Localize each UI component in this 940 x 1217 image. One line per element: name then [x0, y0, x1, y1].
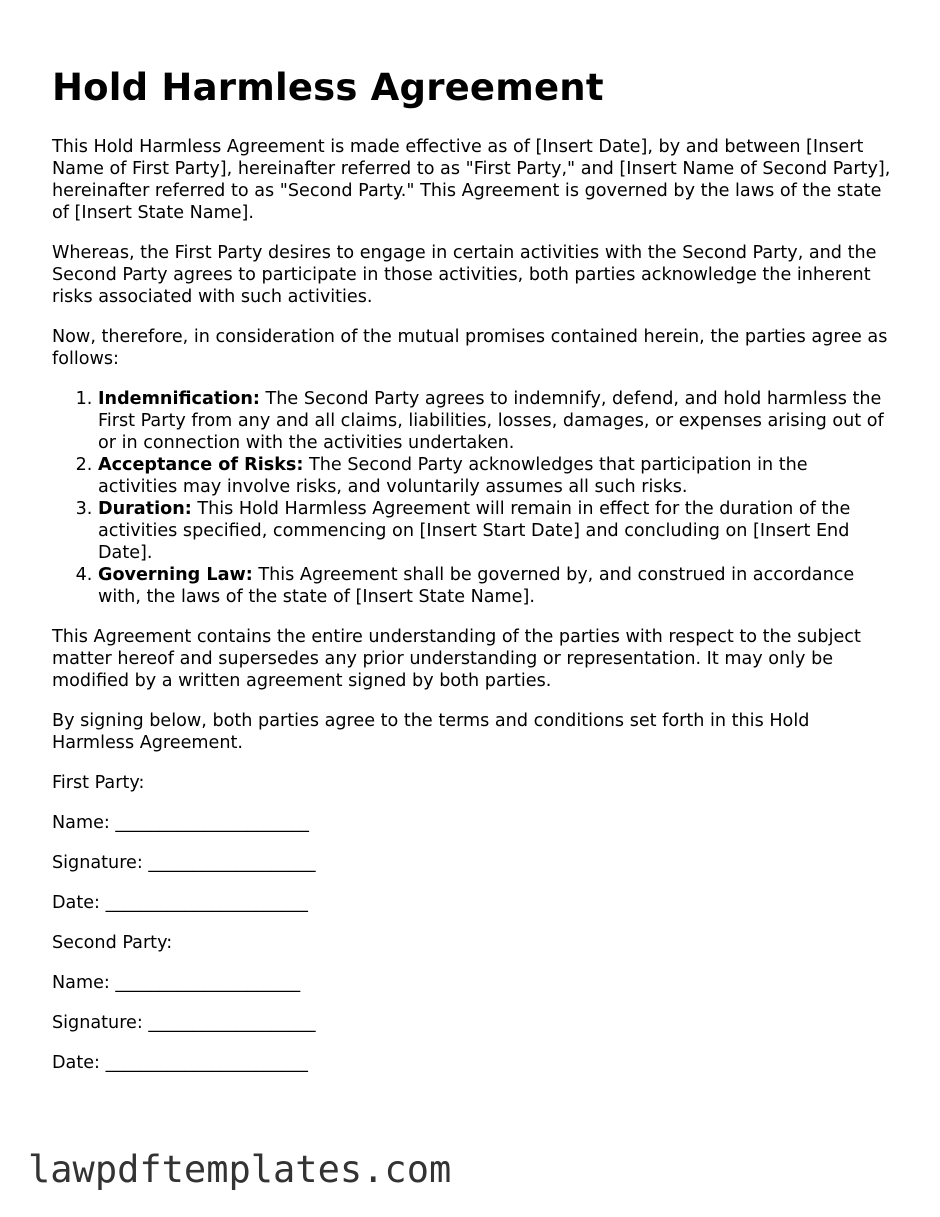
first-party-signature-block — [52, 772, 892, 914]
clause-term: Duration: — [98, 499, 192, 519]
watermark-text: lawpdftemplates.com — [28, 1148, 452, 1191]
clause-text: The Second Party acknowledges that participation in the activities may involve risks, and voluntarily assumes all such risks. — [98, 455, 808, 497]
clause-list — [52, 388, 892, 608]
clause-item-acceptance-of-risks — [98, 454, 892, 498]
second-party-heading: Second Party: — [52, 933, 173, 953]
first-party-name-field: Name: ______________________ — [52, 813, 309, 833]
first-party-date-field: Date: _______________________ — [52, 893, 308, 913]
first-party-signature-field: Signature: ___________________ — [52, 853, 316, 873]
clause-text: This Hold Harmless Agreement will remain in effect for the duration of the activities specified, commencing on [Insert Start Date] and concluding on [Insert End Date]. — [98, 499, 851, 563]
second-party-date-field: Date: _______________________ — [52, 1053, 308, 1073]
clause-text: The Second Party agrees to indemnify, defend, and hold harmless the First Party from any and all claims, liabilities, losses, damages, or expenses arising out of or in connection with the activities undertaken. — [98, 389, 884, 453]
document-page — [52, 66, 892, 1092]
entire-agreement-paragraph: This Agreement contains the entire understanding of the parties with respect to the subject matter hereof and supersedes any prior understanding or representation. It may only be modified by a written agreement signed by both parties. — [52, 627, 861, 691]
clause-item-duration — [98, 498, 892, 564]
intro-paragraph: This Hold Harmless Agreement is made effective as of [Insert Date], by and between [Insert Name of First Party], hereinafter referred to as "First Party," and [Insert Name of Second Party], hereinafter referred to as "Second Party." This Agreement is governed by the laws of the state of [Insert State Name]. — [52, 137, 891, 223]
second-party-name-field: Name: _____________________ — [52, 973, 301, 993]
clause-text: This Agreement shall be governed by, and construed in accordance with, the laws of the state of [Insert State Name]. — [98, 565, 855, 607]
whereas-paragraph: Whereas, the First Party desires to engage in certain activities with the Second Party, and the Second Party agrees to participate in those activities, both parties acknowledge the inherent risks associated with such activities. — [52, 243, 877, 307]
clause-term: Governing Law: — [98, 565, 253, 585]
clause-term: Indemnification: — [98, 389, 260, 409]
clause-item-governing-law — [98, 564, 892, 608]
first-party-heading: First Party: — [52, 773, 145, 793]
document-title: Hold Harmless Agreement — [52, 66, 604, 109]
second-party-signature-field: Signature: ___________________ — [52, 1013, 316, 1033]
now-therefore-paragraph: Now, therefore, in consideration of the mutual promises contained herein, the parties agree as follows: — [52, 327, 888, 369]
clause-item-indemnification — [98, 388, 892, 454]
clause-term: Acceptance of Risks: — [98, 455, 304, 475]
second-party-signature-block — [52, 932, 892, 1074]
signing-paragraph: By signing below, both parties agree to the terms and conditions set forth in this Hold Harmless Agreement. — [52, 711, 810, 753]
